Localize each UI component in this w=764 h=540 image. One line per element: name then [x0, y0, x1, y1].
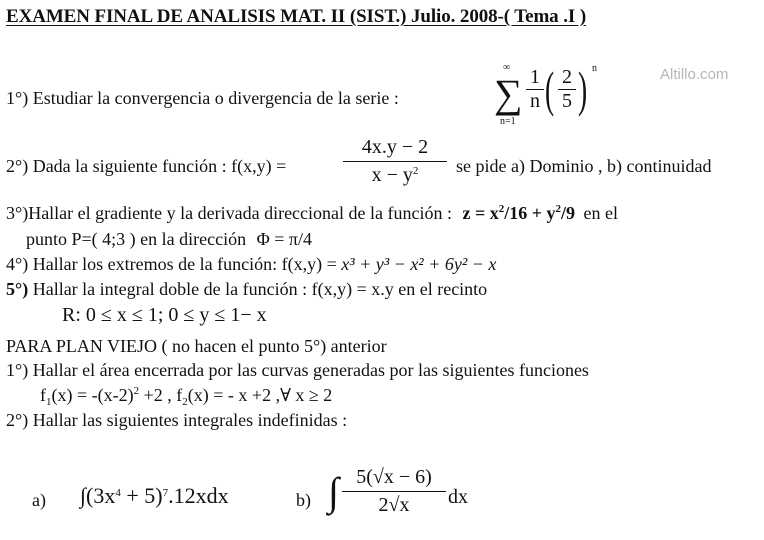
q3-line2 [26, 229, 312, 250]
q1-sum-upper: ∞ [503, 62, 511, 73]
integral-a-exp1: 4 [115, 487, 121, 499]
q2-text: 2°) Dada la siguiente función : f(x,y) = [6, 156, 287, 176]
q3-exp2: 2 [555, 203, 562, 215]
q5-line [6, 279, 487, 300]
q4-text: 4°) Hallar los extremos de la función: f(x,y) = [6, 254, 337, 274]
integral-b-dx: dx [448, 486, 468, 508]
q3-mid: /16 + y [504, 203, 556, 223]
q3-tail: en el [583, 203, 619, 223]
integral-b-numerator: 5(√x − 6) [356, 466, 432, 488]
q5-label: 5°) [6, 279, 29, 299]
q3-z-eq: z = x [462, 203, 499, 223]
q1-frac1-den: n [530, 90, 540, 112]
integral-a-exp2: 7 [162, 487, 169, 499]
q5-region: R: 0 ≤ x ≤ 1; 0 ≤ y ≤ 1− x [62, 304, 267, 326]
q1-frac1-num: 1 [530, 66, 540, 88]
plan-header: PARA PLAN VIEJO ( no hacen el punto 5°) anterior [6, 336, 387, 356]
plan-p2: 2°) Hallar las siguientes integrales indefinidas : [6, 410, 348, 430]
q3-point: punto P=( 4;3 ) en la dirección [26, 229, 247, 249]
integral-b-symbol: ∫ [328, 469, 339, 514]
q1-frac2-num: 2 [562, 66, 572, 88]
q1-frac2-den: 5 [562, 90, 572, 112]
integral-b-denominator: 2√x [378, 494, 410, 516]
q1-text: 1°) Estudiar la convergencia o divergencia de la serie : [6, 88, 399, 108]
q1-paren-left: ( [545, 61, 555, 117]
integral-a-part3: .12xdx [168, 483, 229, 508]
q1-exponent: n [592, 63, 597, 74]
q1-sum-lower: n=1 [500, 116, 516, 127]
q1-paren-right: ) [578, 61, 588, 117]
f2-name: +2 , f [139, 385, 183, 405]
plan-p1-functions [40, 385, 332, 406]
q5-text: Hallar la integral doble de la función : f(x,y) = x.y en el recinto [28, 279, 488, 299]
f2-sub: 2 [182, 396, 188, 408]
q3-exp1: 2 [498, 203, 505, 215]
integral-b-label: b) [296, 490, 311, 510]
q3-line1 [6, 203, 618, 224]
watermark: Altillo.com [660, 66, 729, 83]
exam-title: EXAMEN FINAL DE ANALISIS MAT. II (SIST.) Julio. 2008-( Tema .I ) [6, 6, 587, 27]
q2-den-base: x − y [371, 164, 413, 186]
q2-denominator [343, 162, 447, 187]
q1-fraction-1 [526, 66, 544, 113]
q2-fraction [343, 136, 447, 187]
q3-direction: Φ = π/4 [256, 229, 313, 249]
q2-den-exp: 2 [412, 165, 419, 177]
q2-rest: se pide a) Dominio , b) continuidad [456, 156, 712, 176]
q3-text: 3°)Hallar el gradiente y la derivada direccional de la función : [6, 203, 452, 223]
f1-expr: (x) = -(x-2) [51, 385, 134, 405]
integral-a [80, 483, 229, 509]
q3-end: /9 [561, 203, 576, 223]
f2-expr: (x) = - x +2 ,∀ x ≥ 2 [187, 385, 333, 405]
integral-b-fraction [342, 466, 446, 517]
f1-name: f [40, 385, 46, 405]
f1-exp: 2 [133, 385, 140, 397]
q1-fraction-2 [558, 66, 576, 113]
integral-a-part2: + 5) [120, 483, 163, 508]
integral-a-label: a) [32, 490, 46, 510]
integral-a-part1: ∫(3x [80, 483, 116, 508]
q4-expr: x³ + y³ − x² + 6y² − x [341, 254, 497, 274]
plan-p1: 1°) Hallar el área encerrada por las curvas generadas por las siguientes funciones [6, 360, 589, 380]
q2-numerator: 4x.y − 2 [361, 136, 429, 158]
q1-sum-symbol: ∑ [494, 71, 523, 116]
f1-sub: 1 [46, 396, 52, 408]
q4-line [6, 254, 496, 275]
